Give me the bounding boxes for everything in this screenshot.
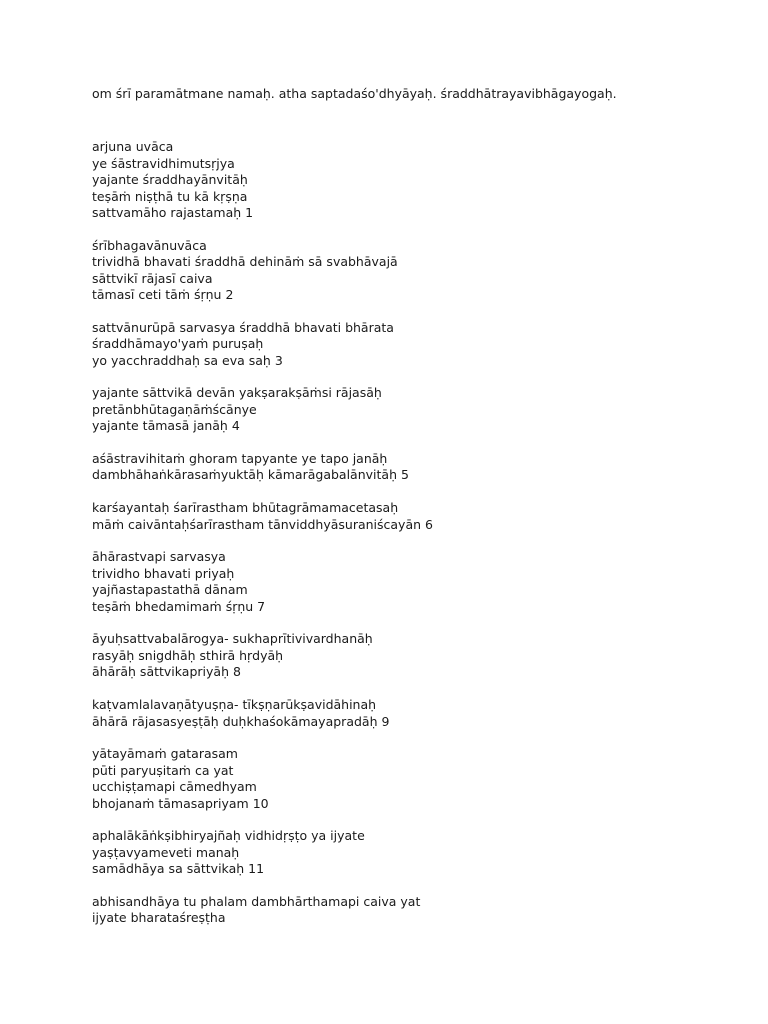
verse-line: yajante śraddhayānvitāḥ <box>92 172 248 188</box>
verse-line: sattvānurūpā sarvasya śraddhā bhavati bhārata <box>92 319 394 335</box>
verse-line: yajante sāttvikā devān yakṣarakṣāṁsi rājasāḥ <box>92 385 382 401</box>
document-page <box>92 86 752 943</box>
verse-line: rasyāḥ snigdhāḥ sthirā hṛdyāḥ <box>92 647 284 663</box>
verse-line: trividhā bhavati śraddhā dehināṁ sā svabhāvajā <box>92 254 398 270</box>
verse-line: arjuna uvāca <box>92 139 174 155</box>
verse-line: teṣāṁ niṣṭhā tu kā kṛṣṇa <box>92 188 248 204</box>
verse-stanza <box>92 828 752 877</box>
verse-line: yaṣṭavyameveti manaḥ <box>92 844 240 860</box>
verse-line: ucchiṣṭamapi cāmedhyam <box>92 779 257 795</box>
verse-line: kaṭvamlalavaṇātyuṣṇa- tīkṣṇarūkṣavidāhinaḥ <box>92 697 377 713</box>
verse-line: āyuḥsattvabalārogya- sukhaprītivivardhanāḥ <box>92 631 373 647</box>
verse-stanza <box>92 238 752 304</box>
verse-line: aphalākāṅkṣibhiryajñaḥ vidhidṛṣṭo ya ijyate <box>92 828 365 844</box>
verse-stanza <box>92 451 752 484</box>
verse-line: āhārāḥ sāttvikapriyāḥ 8 <box>92 664 241 680</box>
verse-stanza <box>92 549 752 615</box>
verse-line: māṁ caivāntaḥśarīrastham tānviddhyāsuraniścayān 6 <box>92 516 433 532</box>
verse-stanza <box>92 500 752 533</box>
verse-line: āhārastvapi sarvasya <box>92 549 226 565</box>
verse-line: śraddhāmayo'yaṁ puruṣaḥ <box>92 336 264 352</box>
verse-line: ye śāstravidhimutsṛjya <box>92 155 235 171</box>
document-header: om śrī paramātmane namaḥ. atha saptadaśo'dhyāyaḥ. śraddhātrayavibhāgayogaḥ. <box>92 86 617 101</box>
verse-line: abhisandhāya tu phalam dambhārthamapi caiva yat <box>92 893 421 909</box>
verse-stanza <box>92 697 752 730</box>
verse-stanza <box>92 894 752 927</box>
verse-line: trividho bhavati priyaḥ <box>92 565 235 581</box>
verse-line: sāttvikī rājasī caiva <box>92 270 213 286</box>
verse-list <box>92 139 752 926</box>
verse-line: sattvamāho rajastamaḥ 1 <box>92 205 254 221</box>
verse-stanza <box>92 320 752 369</box>
verse-line: teṣāṁ bhedamimaṁ śṛṇu 7 <box>92 598 266 614</box>
verse-line: bhojanaṁ tāmasapriyam 10 <box>92 795 269 811</box>
verse-line: āhārā rājasasyeṣṭāḥ duḥkhaśokāmayapradāḥ 9 <box>92 713 390 729</box>
verse-line: yajñastapastathā dānam <box>92 582 248 598</box>
verse-line: śrībhagavānuvāca <box>92 237 207 253</box>
verse-stanza <box>92 385 752 434</box>
verse-line: ijyate bharataśreṣṭha <box>92 910 226 926</box>
verse-stanza <box>92 631 752 680</box>
verse-line: yajante tāmasā janāḥ 4 <box>92 418 240 434</box>
verse-stanza <box>92 746 752 812</box>
verse-line: dambhāhaṅkārasaṁyuktāḥ kāmarāgabalānvitāḥ 5 <box>92 467 409 483</box>
verse-line: samādhāya sa sāttvikaḥ 11 <box>92 861 265 877</box>
verse-line: pretānbhūtagaṇāṁścānye <box>92 401 257 417</box>
verse-line: aśāstravihitaṁ ghoram tapyante ye tapo janāḥ <box>92 451 388 467</box>
verse-line: karśayantaḥ śarīrastham bhūtagrāmamacetasaḥ <box>92 500 399 516</box>
verse-stanza <box>92 139 752 221</box>
verse-line: yo yacchraddhaḥ sa eva saḥ 3 <box>92 352 283 368</box>
verse-line: yātayāmaṁ gatarasam <box>92 746 238 762</box>
verse-line: tāmasī ceti tāṁ śṛṇu 2 <box>92 287 234 303</box>
verse-line: pūti paryuṣitaṁ ca yat <box>92 762 234 778</box>
